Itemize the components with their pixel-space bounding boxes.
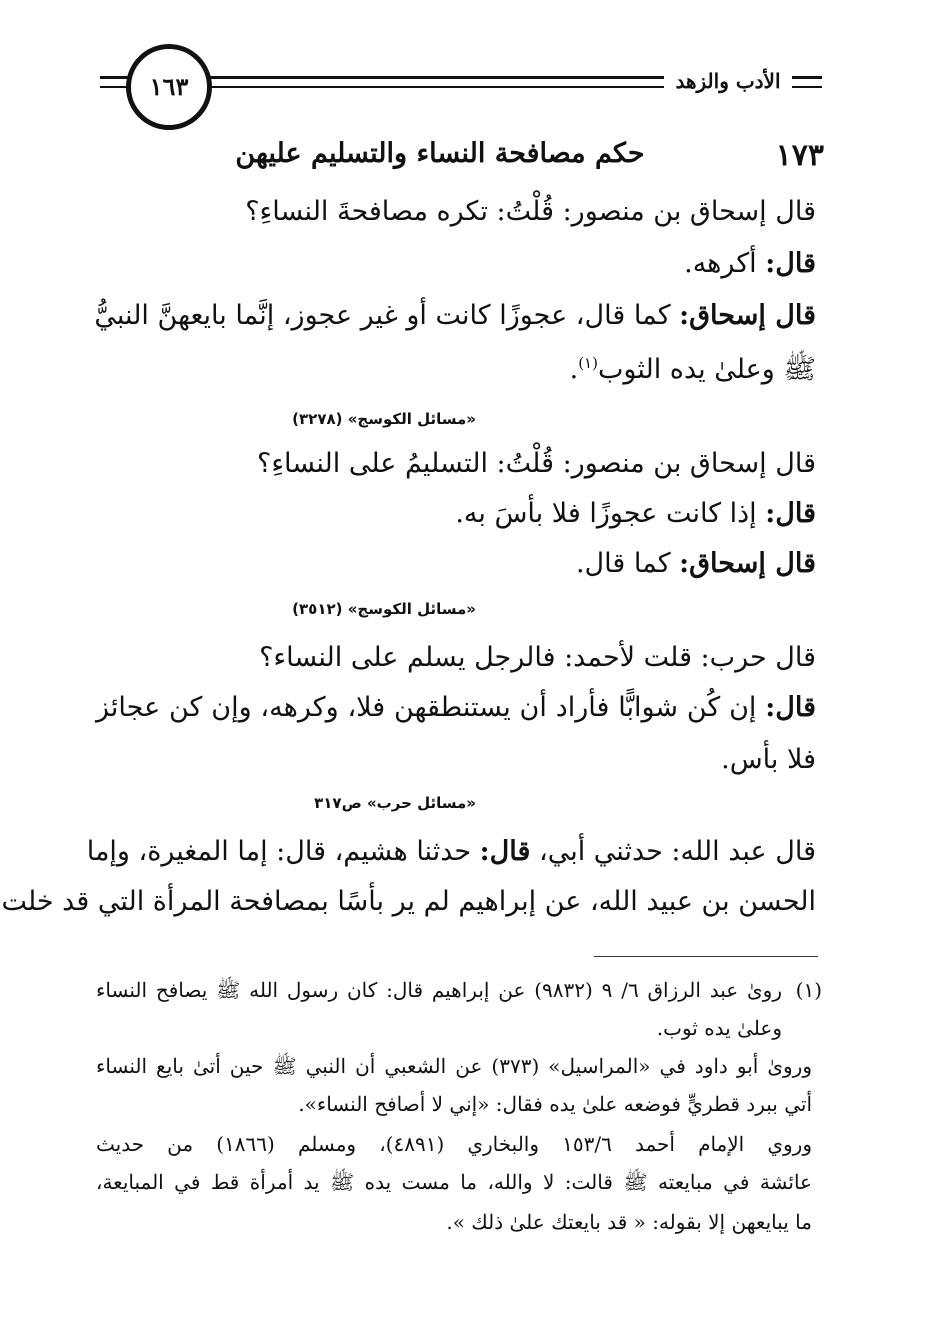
running-title: الأدب والزهد [664,66,792,96]
dialogue1-comment-text-1: كما قال، عجوزًا كانت أو غير عجوز، إنَّما بايعهنَّ النبيُّ [94,300,671,331]
dialogue3-answer-speaker: قال: [765,692,816,723]
dialogue1-answer-text: أكرهه. [684,248,757,279]
dialogue4-text-1b: حدثنا هشيم، قال: إما المغيرة، وإما [86,836,472,867]
dialogue1-comment-end: . [569,354,579,385]
dialogue3-question [259,642,816,673]
footnote-line-2: وعلىٰ يده ثوب. [656,1016,782,1040]
footnote-line-6: عائشة في مبايعته ﷺ قالت: لا والله، ما مست يده ﷺ يد أمرأة قط في المبايعة، [96,1170,812,1194]
dialogue3-answer-text-1: إن كُن شوابًّا فأراد أن يستنطقهن فلا، وكرهه، وإن كن عجائز [96,692,757,723]
footnote-line-3: ورویٰ أبو داود في «المراسيل» (٣٧٣) عن الشعبي أن النبي ﷺ حين أتىٰ بايع النساء [96,1054,812,1078]
dialogue2-answer [455,498,816,529]
dialogue4-speaker: قال: [479,836,531,867]
dialogue1-source: «مسائل الكوسج» (٣٢٧٨) [292,410,476,428]
dialogue4-text-2: الحسن بن عبيد الله، عن إبراهيم لم ير بأسًا بمصافحة المرأة التي قد خلت [1,886,816,917]
dialogue3-answer-text-2: فلا بأس. [721,744,816,775]
dialogue2-comment-speaker: قال إسحاق: [679,548,816,579]
footnote-reference-mark[interactable]: (١) [578,354,598,372]
dialogue4-line2 [1,886,816,917]
dialogue1-comment-text-2: ﷺ وعلىٰ يده الثوب [597,354,816,385]
section-title: حكم مصافحة النساء والتسليم عليهن [235,138,645,169]
footnote-line-5: وروي الإمام أحمد ١٥٣/٦ والبخاري (٤٨٩١)، ومسلم (١٨٦٦) من حديث [96,1132,812,1156]
dialogue1-question [245,196,816,227]
dialogue1-question-text: قال إسحاق بن منصور: قُلْتُ: تكره مصافحةَ النساءِ؟ [245,196,816,227]
dialogue3-question-text: قال حرب: قلت لأحمد: فالرجل يسلم على النساء؟ [259,642,816,673]
dialogue1-comment-line2 [570,352,816,392]
dialogue1-answer-speaker: قال: [765,248,816,279]
footnote-line-1: رویٰ عبد الرزاق ٦/ ٩ (٩٨٣٢) عن إبراهيم قال: كان رسول الله ﷺ يصافح النساء [96,978,782,1002]
dialogue2-question [257,448,816,479]
dialogue3-answer-line1 [96,692,816,723]
footnote-line-7: ما يبايعهن إلا بقوله: « قد بايعتك علىٰ ذلك ». [446,1210,812,1234]
dialogue4-text-1a: قال عبد الله: حدثني أبي، [538,836,816,867]
dialogue1-answer [684,248,816,279]
dialogue1-comment-speaker: قال إسحاق: [679,300,816,331]
dialogue2-comment [576,548,816,579]
footnote-number: (١) [795,978,822,1002]
page-number: ١٦٣ [126,44,212,130]
section-number: ١٧٣ [775,138,824,173]
dialogue3-source: «مسائل حرب» ص٣١٧ [314,794,476,812]
dialogue3-answer-line2 [721,744,816,775]
dialogue2-source: «مسائل الكوسج» (٣٥١٢) [292,600,476,618]
dialogue1-comment-line1 [96,300,816,331]
dialogue2-answer-speaker: قال: [765,498,816,529]
dialogue2-question-text: قال إسحاق بن منصور: قُلْتُ: التسليمُ على النساءِ؟ [257,448,816,479]
dialogue2-comment-text: كما قال. [575,548,671,579]
footnote-line-4: أتي ببرد قطريٍّ فوضعه علىٰ يده فقال: «إني لا أصافح النساء». [298,1092,812,1116]
dialogue2-answer-text: إذا كانت عجوزًا فلا بأسَ به. [455,498,757,529]
dialogue4-line1 [86,836,816,867]
footnote-separator [594,956,818,957]
